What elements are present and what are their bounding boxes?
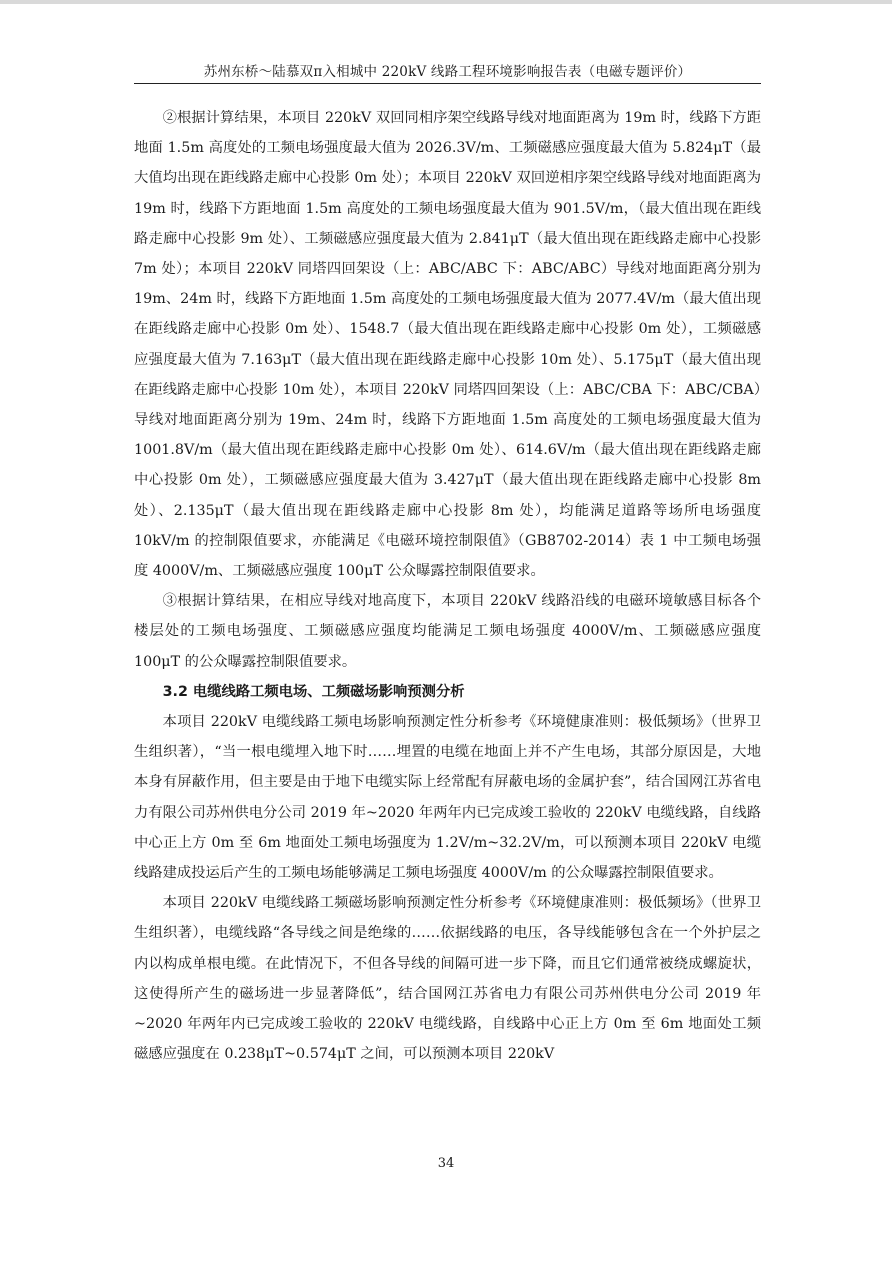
paragraph-overhead-results: ②根据计算结果，本项目 220kV 双回同相序架空线路导线对地面距离为 19m 时，线路下方距地面 1.5m 高度处的工频电场强度最大值为 2026.3V/m、工频磁感应强度最大值为 5.824μT（最大值均出现在距线路走廊中心投影 0m 处）；本项目 220kV 双回逆相序架空线路导线对地面距离为 19m 时，线路下方距地面 1.5m 高度处的工频电场强度最大值为 901.5V/m，（最大值出现在距线路走廊中心投影 9m 处）、工频磁感应强度最大值为 2.841μT（最大值出现在距线路走廊中心投影 7m 处）；本项目 220kV 同塔四回架设（上：ABC/ABC 下：ABC/ABC）导线对地面距离分别为 19m、24m 时，线路下方距地面 1.5m 高度处的工频电场强度最大值为 2077.4V/m（最大值出现在距线路走廊中心投影 0m 处）、1548.7（最大值出现在距线路走廊中心投影 0m 处），工频磁感应强度最大值为 7.163μT（最大值出现在距线路走廊中心投影 10m 处）、5.175μT（最大值出现在距线路走廊中心投影 10m 处），本项目 220kV 同塔四回架设（上：ABC/CBA 下：ABC/CBA）导线对地面距离分别为 19m、24m 时，线路下方距地面 1.5m 高度处的工频电场强度最大值为 1001.8V/m（最大值出现在距线路走廊中心投影 0m 处）、614.6V/m（最大值出现在距线路走廊中心投影 0m 处），工频磁感应强度最大值为 3.427μT（最大值出现在距线路走廊中心投影 8m 处）、2.135μT（最大值出现在距线路走廊中心投影 8m 处），均能满足道路等场所电场强度 10kV/m 的控制限值要求，亦能满足《电磁环境控制限值》（GB8702-2014）表 1 中工频电场强度 4000V/m、工频磁感应强度 100μT 公众曝露控制限值要求。: [134, 110, 761, 580]
document-body: [134, 103, 761, 1070]
paragraph-cable-electric-field: 本项目 220kV 电缆线路工频电场影响预测定性分析参考《环境健康准则：极低频场》（世界卫生组织著），“当一根电缆埋入地下时……埋置的电缆在地面上并不产生电场，其部分原因是，大地本身有屏蔽作用，但主要是由于地下电缆实际上经常配有屏蔽电场的金属护套”，结合国网江苏省电力有限公司苏州供电分公司 2019 年~2020 年两年内已完成竣工验收的 220kV 电缆线路，自线路中心正上方 0m 至 6m 地面处工频电场强度为 1.2V/m~32.2V/m，可以预测本项目 220kV 电缆线路建成投运后产生的工频电场能够满足工频电场强度 4000V/m 的公众曝露控制限值要求。: [134, 714, 761, 882]
paragraph-sensitive-targets: ③根据计算结果，在相应导线对地高度下，本项目 220kV 线路沿线的电磁环境敏感目标各个楼层处的工频电场强度、工频磁感应强度均能满足工频电场强度 4000V/m、工频磁感应强度 100μT 的公众曝露控制限值要求。: [134, 593, 761, 670]
page-top-edge: [0, 0, 892, 4]
page-number: 34: [437, 1156, 455, 1171]
paragraph-cable-magnetic-field: 本项目 220kV 电缆线路工频磁场影响预测定性分析参考《环境健康准则：极低频场》（世界卫生组织著），电缆线路“各导线之间是绝缘的……依据线路的电压，各导线能够包含在一个外护层之内以构成单根电缆。在此情况下，不但各导线的间隔可进一步下降，而且它们通常被绕成螺旋状，这使得所产生的磁场进一步显著降低”，结合国网江苏省电力有限公司苏州供电分公司 2019 年~2020 年两年内已完成竣工验收的 220kV 电缆线路，自线路中心正上方 0m 至 6m 地面处工频磁感应强度在 0.238μT~0.574μT 之间，可以预测本项目 220kV: [134, 895, 761, 1063]
header-rule: [134, 83, 761, 84]
running-header: 苏州东桥～陆慕双π入相城中 220kV 线路工程环境影响报告表（电磁专题评价）: [203, 64, 692, 80]
section-heading-3-2: 3.2 电缆线路工频电场、工频磁场影响预测分析: [162, 683, 465, 700]
